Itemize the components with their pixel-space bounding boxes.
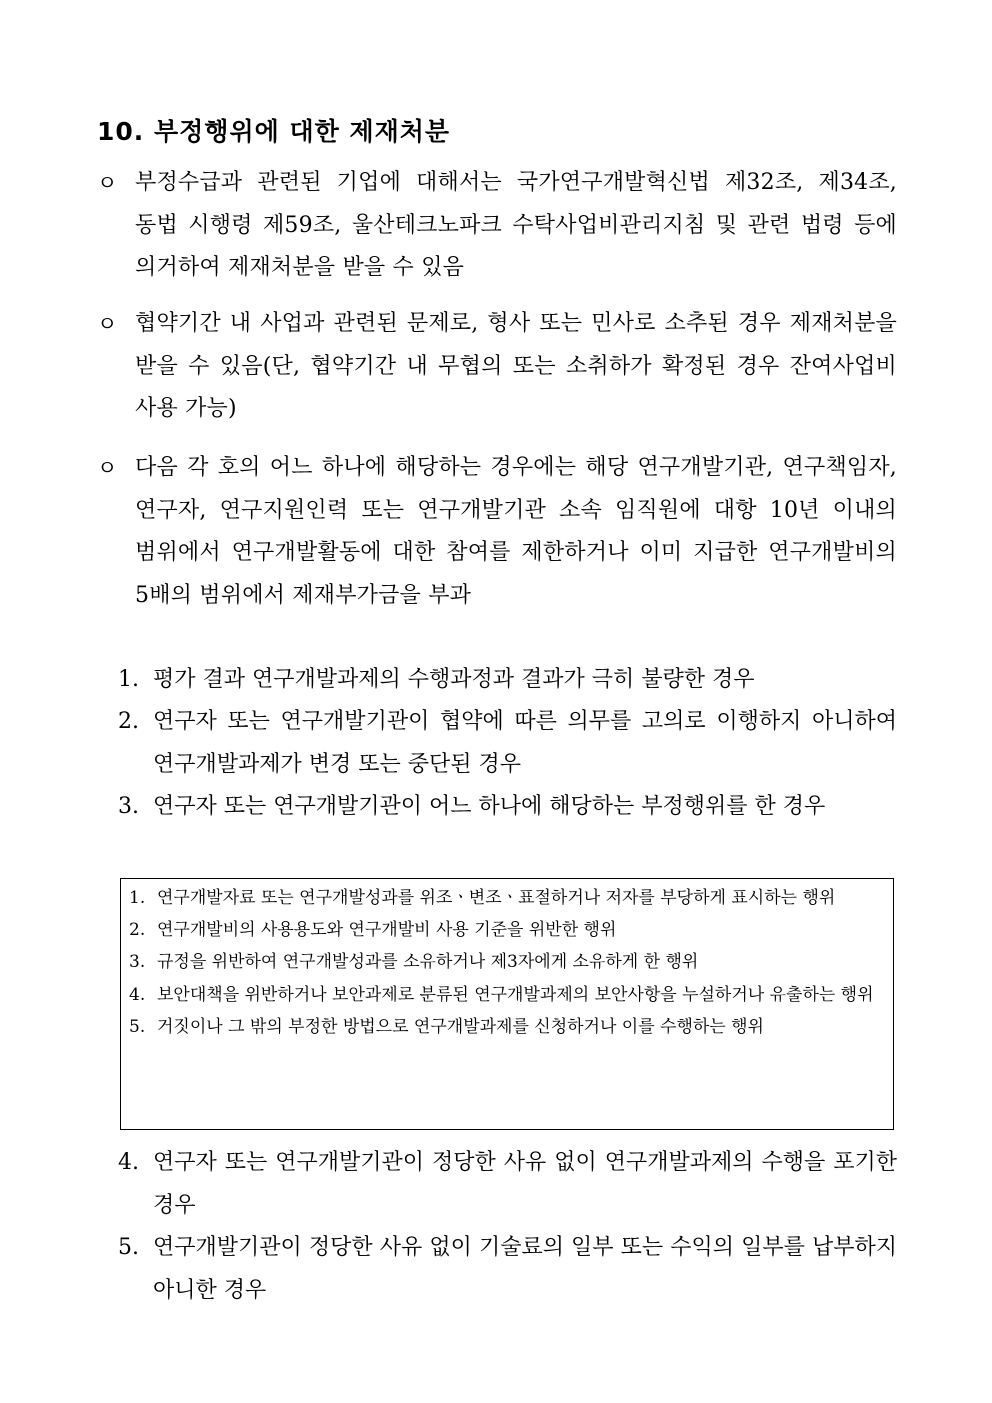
bullet-item [97,303,897,431]
item-number: 1. [118,667,139,692]
box-item [129,882,883,914]
misconduct-list-box [120,878,894,1130]
box-item [129,914,883,946]
item-number: 4. [118,1150,139,1175]
item-text: 평가 결과 연구개발과제의 수행과정과 결과가 극히 불량한 경우 [153,667,755,692]
box-item-text: 연구개발비의 사용용도와 연구개발비 사용 기준을 위반한 행위 [157,920,617,941]
bullet-item [97,162,897,290]
box-item-number: 4. [129,984,146,1005]
box-item [129,979,883,1011]
item-text: 연구개발기관이 정당한 사유 없이 기술료의 일부 또는 수익의 일부를 납부하지 아니한 경우 [153,1235,897,1303]
item-text: 연구자 또는 연구개발기관이 협약에 따른 의무를 고의로 이행하지 아니하여 연구개발과제가 변경 또는 중단된 경우 [153,709,897,777]
item-text: 연구자 또는 연구개발기관이 정당한 사유 없이 연구개발과제의 수행을 포기한 경우 [153,1150,897,1218]
box-item-text: 보안대책을 위반하거나 보안과제로 분류된 연구개발과제의 보안사항을 누설하거나 유출하는 행위 [157,984,874,1005]
box-item [129,946,883,978]
numbered-item [118,786,897,829]
box-item [129,1011,883,1043]
item-text: 연구자 또는 연구개발기관이 어느 하나에 해당하는 부정행위를 한 경우 [153,794,826,819]
box-item-number: 2. [129,920,146,941]
bullet-text: 협약기간 내 사업과 관련된 문제로, 형사 또는 민사로 소추된 경우 제재처분을 받을 수 있음(단, 협약기간 내 무협의 또는 소취하가 확정된 경우 잔여사업비 사용 가능) [135,311,897,421]
numbered-item [118,1142,897,1227]
section-title: 10. 부정행위에 대한 제재처분 [97,117,451,146]
box-item-text: 연구개발자료 또는 연구개발성과를 위조ㆍ변조ㆍ표절하거나 저자를 부당하게 표시하는 행위 [157,888,836,908]
bullet-mark: ㅇ [97,312,118,336]
numbered-item [118,701,897,786]
item-number: 5. [118,1235,139,1260]
bullet-mark: ㅇ [97,456,118,480]
item-number: 2. [118,709,139,734]
item-number: 3. [118,794,139,819]
box-item-number: 5. [129,1016,146,1037]
box-item-number: 3. [129,952,146,973]
box-item-text: 거짓이나 그 밖의 부정한 방법으로 연구개발과제를 신청하거나 이를 수행하는 행위 [157,1016,764,1037]
numbered-item [118,659,897,702]
numbered-item [118,1227,897,1312]
bullet-text: 부정수급과 관련된 기업에 대해서는 국가연구개발혁신법 제32조, 제34조, 동법 시행령 제59조, 울산테크노파크 수탁사업비관리지침 및 관련 법령 등에 의거하여 제재처분을 받을 수 있음 [135,170,897,280]
bullet-mark: ㅇ [97,171,118,195]
bullet-text: 다음 각 호의 어느 하나에 해당하는 경우에는 해당 연구개발기관, 연구책임자, 연구자, 연구지원인력 또는 연구개발기관 소속 임직원에 대항 10년 이내의 범위에서 연구개발활동에 대한 참여를 제한하거나 이미 지급한 연구개발비의 5배의 범위에서 제재부가금을 부과 [135,455,897,608]
box-item-text: 규정을 위반하여 연구개발성과를 소유하거나 제3자에게 소유하게 한 행위 [157,952,699,973]
box-item-number: 1. [129,888,146,908]
bullet-item [97,447,897,617]
